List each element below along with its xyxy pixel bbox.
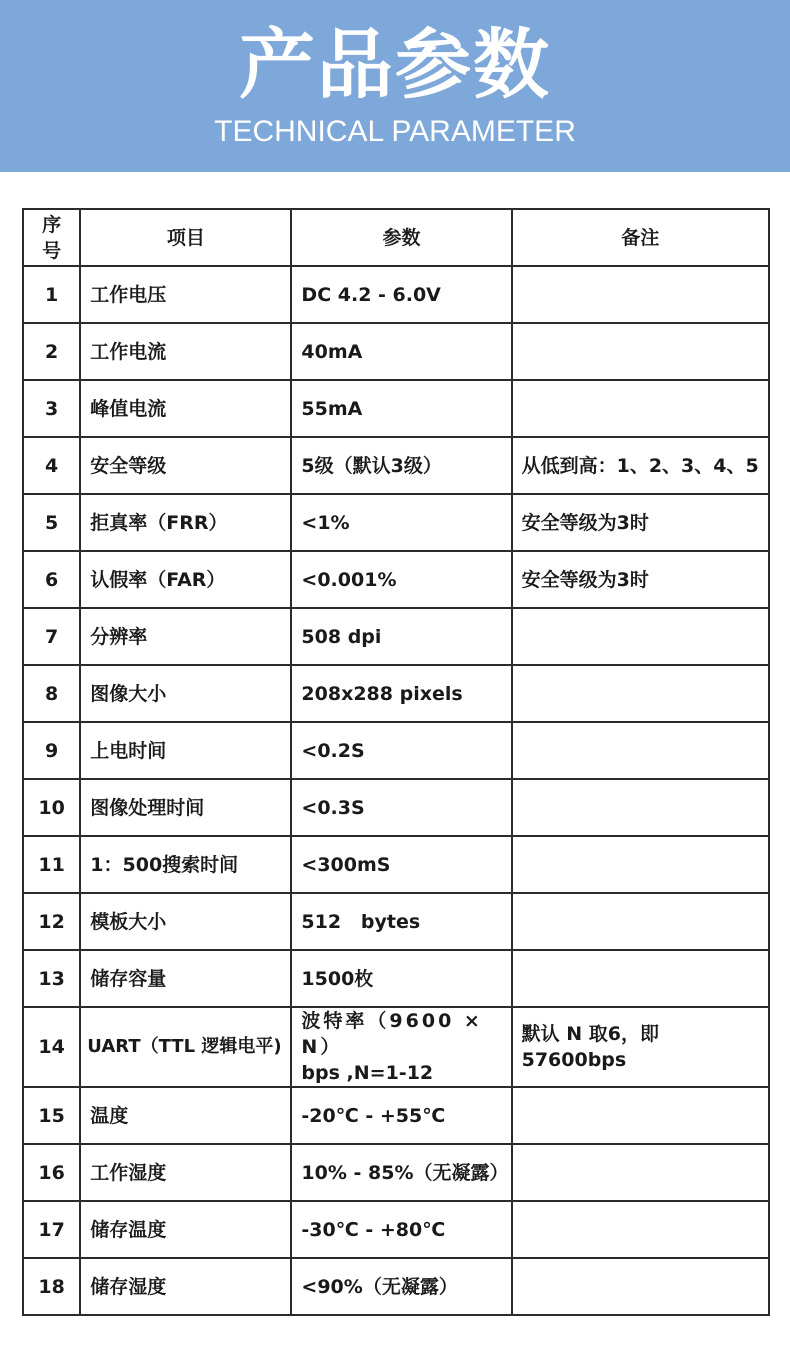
column-header-no: 序号: [23, 209, 80, 266]
row-note: 从低到高：1、2、3、4、5: [512, 437, 769, 494]
row-value: DC 4.2 - 6.0V: [291, 266, 511, 323]
row-note: 默认 N 取6，即57600bps: [512, 1007, 769, 1087]
table-row: [23, 380, 769, 437]
page-subtitle: TECHNICAL PARAMETER: [214, 115, 576, 148]
row-item: 工作电流: [80, 323, 291, 380]
row-item: 1：500搜索时间: [80, 836, 291, 893]
row-value: 508 dpi: [291, 608, 511, 665]
row-note: [512, 1144, 769, 1201]
row-value-line-1: 波特率（9600 × N）: [301, 1010, 483, 1058]
row-number: 16: [23, 1144, 80, 1201]
row-note: [512, 722, 769, 779]
row-value: <0.001%: [291, 551, 511, 608]
row-number: 17: [23, 1201, 80, 1258]
row-value: <0.3S: [291, 779, 511, 836]
row-note: [512, 608, 769, 665]
row-value: 10% - 85%（无凝露）: [291, 1144, 511, 1201]
row-note: [512, 836, 769, 893]
table-row: [23, 836, 769, 893]
row-number: 3: [23, 380, 80, 437]
row-value: 208x288 pixels: [291, 665, 511, 722]
row-item: 图像大小: [80, 665, 291, 722]
row-number: 5: [23, 494, 80, 551]
row-note: 安全等级为3时: [512, 494, 769, 551]
row-note: [512, 266, 769, 323]
table-header-row: [23, 209, 769, 266]
table-row: [23, 494, 769, 551]
table-row: [23, 1087, 769, 1144]
row-number: 18: [23, 1258, 80, 1315]
row-number: 10: [23, 779, 80, 836]
table-row: [23, 437, 769, 494]
row-item: 储存温度: [80, 1201, 291, 1258]
row-number: 7: [23, 608, 80, 665]
row-item: 安全等级: [80, 437, 291, 494]
row-item: 模板大小: [80, 893, 291, 950]
row-note: [512, 779, 769, 836]
row-value: 55mA: [291, 380, 511, 437]
table-row: [23, 665, 769, 722]
row-item: 拒真率（FRR）: [80, 494, 291, 551]
row-item: 上电时间: [80, 722, 291, 779]
table-row: [23, 323, 769, 380]
table-row: [23, 1201, 769, 1258]
row-value: <0.2S: [291, 722, 511, 779]
parameter-table: [22, 208, 770, 1316]
row-note: [512, 323, 769, 380]
row-note: [512, 893, 769, 950]
row-item: 温度: [80, 1087, 291, 1144]
row-value: -30℃ - +80℃: [291, 1201, 511, 1258]
row-number: 8: [23, 665, 80, 722]
table-row: [23, 1144, 769, 1201]
table-row: [23, 1007, 769, 1087]
table-row: [23, 608, 769, 665]
row-item: 认假率（FAR）: [80, 551, 291, 608]
row-value: <300mS: [291, 836, 511, 893]
row-note: [512, 665, 769, 722]
row-number: 13: [23, 950, 80, 1007]
row-number: 2: [23, 323, 80, 380]
row-item: 峰值电流: [80, 380, 291, 437]
table-row: [23, 1258, 769, 1315]
row-number: 14: [23, 1007, 80, 1087]
table-row: [23, 779, 769, 836]
row-item: 储存湿度: [80, 1258, 291, 1315]
row-number: 11: [23, 836, 80, 893]
row-number: 1: [23, 266, 80, 323]
row-item: 储存容量: [80, 950, 291, 1007]
column-header-item: 项目: [80, 209, 291, 266]
page-title: 产品参数: [239, 20, 551, 109]
row-note: [512, 1087, 769, 1144]
header-banner: [0, 0, 790, 172]
row-value-line-2: bps ,N=1-12: [301, 1062, 434, 1084]
table-row: [23, 950, 769, 1007]
row-number: 15: [23, 1087, 80, 1144]
table-row: [23, 722, 769, 779]
row-value: -20℃ - +55℃: [291, 1087, 511, 1144]
row-item: UART（TTL 逻辑电平): [80, 1007, 291, 1087]
row-item: 分辨率: [80, 608, 291, 665]
row-value: 40mA: [291, 323, 511, 380]
column-header-note: 备注: [512, 209, 769, 266]
row-note: 安全等级为3时: [512, 551, 769, 608]
row-number: 6: [23, 551, 80, 608]
table-row: [23, 266, 769, 323]
row-item: 图像处理时间: [80, 779, 291, 836]
row-note: [512, 950, 769, 1007]
row-item: 工作电压: [80, 266, 291, 323]
row-value: 5级（默认3级）: [291, 437, 511, 494]
row-value: [291, 1007, 511, 1087]
row-number: 12: [23, 893, 80, 950]
row-value: <90%（无凝露）: [291, 1258, 511, 1315]
row-item: 工作湿度: [80, 1144, 291, 1201]
row-value: 512 bytes: [291, 893, 511, 950]
row-note: [512, 1201, 769, 1258]
column-header-value: 参数: [291, 209, 511, 266]
row-value: 1500枚: [291, 950, 511, 1007]
row-number: 4: [23, 437, 80, 494]
row-note: [512, 1258, 769, 1315]
row-note: [512, 380, 769, 437]
row-number: 9: [23, 722, 80, 779]
table-row: [23, 893, 769, 950]
table-row: [23, 551, 769, 608]
row-value: <1%: [291, 494, 511, 551]
